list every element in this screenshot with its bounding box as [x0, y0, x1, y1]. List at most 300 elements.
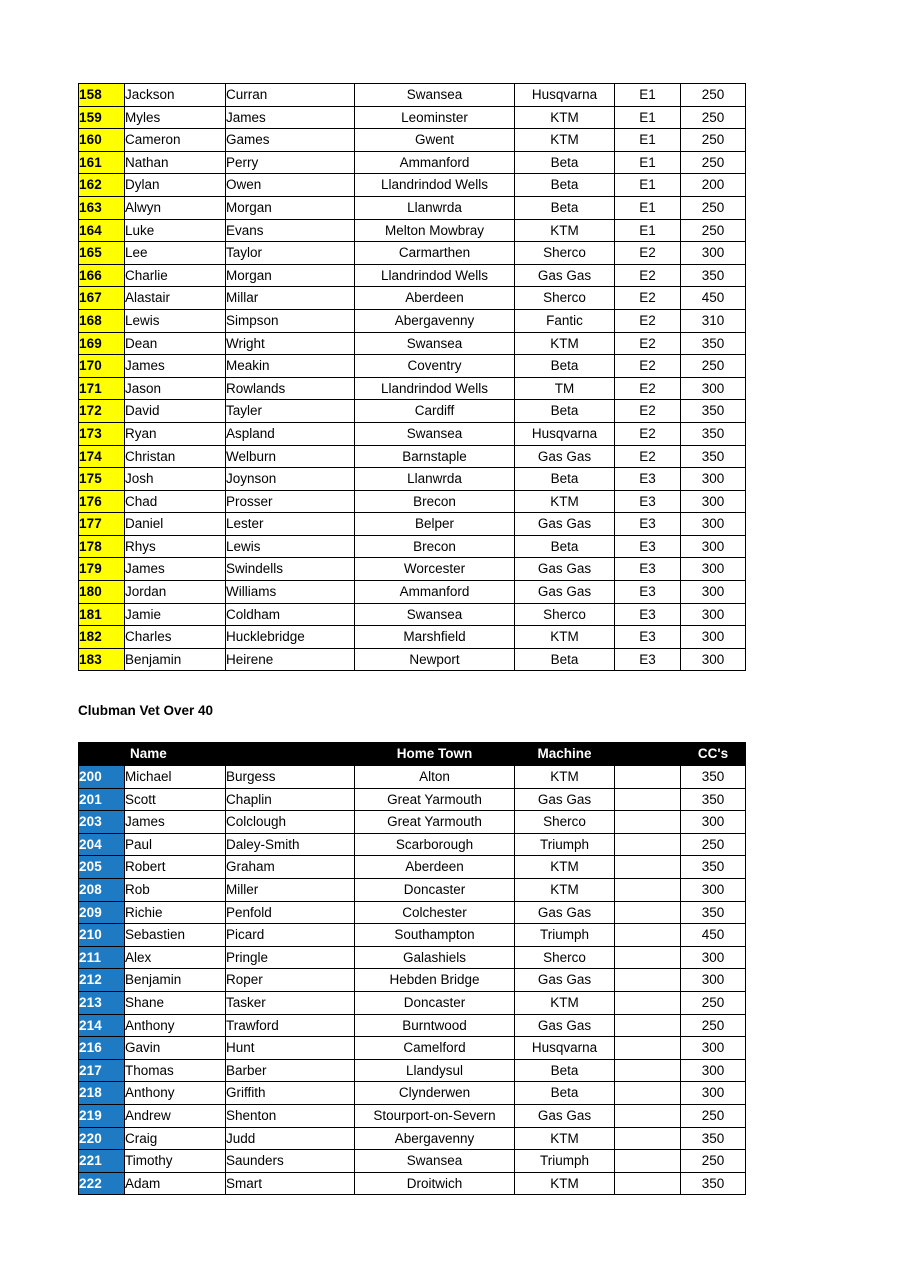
rider-surname-cell: Welburn: [226, 445, 355, 468]
rider-surname-cell: Picard: [226, 924, 355, 947]
rider-class-cell: E1: [615, 196, 681, 219]
rider-cc-cell: 450: [681, 924, 746, 947]
table-header-row: [79, 743, 746, 766]
table-row: [79, 355, 746, 378]
rider-home-town-cell: Cardiff: [355, 400, 515, 423]
table-row: [79, 833, 746, 856]
table-row: [79, 535, 746, 558]
rider-surname-cell: Colclough: [226, 811, 355, 834]
rider-class-cell: E3: [615, 490, 681, 513]
rider-machine-cell: Beta: [515, 1082, 615, 1105]
rider-home-town-cell: Doncaster: [355, 991, 515, 1014]
rider-machine-cell: Sherco: [515, 603, 615, 626]
rider-cc-cell: 250: [681, 1150, 746, 1173]
rider-machine-cell: Gas Gas: [515, 558, 615, 581]
rider-surname-cell: Evans: [226, 219, 355, 242]
rider-class-cell: E1: [615, 219, 681, 242]
table-row: [79, 151, 746, 174]
rider-home-town-cell: Leominster: [355, 106, 515, 129]
rider-home-town-cell: Clynderwen: [355, 1082, 515, 1105]
table-row: [79, 196, 746, 219]
rider-home-town-cell: Hebden Bridge: [355, 969, 515, 992]
table-row: [79, 422, 746, 445]
rider-home-town-cell: Abergavenny: [355, 1127, 515, 1150]
rider-class-cell: E2: [615, 377, 681, 400]
table-row: [79, 1104, 746, 1127]
table-row: [79, 648, 746, 671]
rider-machine-cell: Sherco: [515, 287, 615, 310]
rider-machine-cell: Triumph: [515, 833, 615, 856]
rider-surname-cell: Millar: [226, 287, 355, 310]
rider-home-town-cell: Scarborough: [355, 833, 515, 856]
table-row: [79, 1037, 746, 1060]
rider-first-name-cell: Dylan: [125, 174, 226, 197]
rider-cc-cell: 350: [681, 264, 746, 287]
rider-class-cell: E3: [615, 648, 681, 671]
rider-cc-cell: 300: [681, 513, 746, 536]
table-row: [79, 558, 746, 581]
rider-number-cell: 220: [79, 1127, 125, 1150]
table-row: [79, 264, 746, 287]
rider-cc-cell: 300: [681, 1082, 746, 1105]
rider-machine-cell: Beta: [515, 151, 615, 174]
table-row: [79, 969, 746, 992]
rider-first-name-cell: James: [125, 811, 226, 834]
table-row: [79, 106, 746, 129]
rider-number-cell: 221: [79, 1150, 125, 1173]
table-row: [79, 766, 746, 789]
rider-surname-cell: Penfold: [226, 901, 355, 924]
rider-cc-cell: 350: [681, 1127, 746, 1150]
rider-first-name-cell: Jordan: [125, 581, 226, 604]
rider-cc-cell: 300: [681, 581, 746, 604]
rider-class-cell: [615, 1172, 681, 1195]
rider-home-town-cell: Stourport-on-Severn: [355, 1104, 515, 1127]
rider-machine-cell: Fantic: [515, 309, 615, 332]
rider-number-cell: 170: [79, 355, 125, 378]
rider-first-name-cell: Charlie: [125, 264, 226, 287]
rider-home-town-cell: Aberdeen: [355, 287, 515, 310]
rider-number-cell: 159: [79, 106, 125, 129]
rider-cc-cell: 350: [681, 400, 746, 423]
rider-number-cell: 167: [79, 287, 125, 310]
rider-surname-cell: Williams: [226, 581, 355, 604]
rider-surname-cell: Daley-Smith: [226, 833, 355, 856]
rider-home-town-cell: Swansea: [355, 603, 515, 626]
rider-home-town-cell: Brecon: [355, 490, 515, 513]
rider-home-town-cell: Barnstaple: [355, 445, 515, 468]
rider-number-cell: 181: [79, 603, 125, 626]
header-surname-cell: [226, 743, 355, 766]
rider-number-cell: 166: [79, 264, 125, 287]
rider-number-cell: 182: [79, 626, 125, 649]
rider-first-name-cell: Chad: [125, 490, 226, 513]
rider-cc-cell: 250: [681, 833, 746, 856]
rider-machine-cell: Gas Gas: [515, 264, 615, 287]
rider-cc-cell: 300: [681, 603, 746, 626]
rider-cc-cell: 350: [681, 422, 746, 445]
table-row: [79, 84, 746, 107]
rider-surname-cell: Prosser: [226, 490, 355, 513]
rider-first-name-cell: Cameron: [125, 129, 226, 152]
rider-cc-cell: 300: [681, 878, 746, 901]
rider-first-name-cell: James: [125, 355, 226, 378]
rider-first-name-cell: Alwyn: [125, 196, 226, 219]
rider-machine-cell: Beta: [515, 174, 615, 197]
rider-cc-cell: 250: [681, 129, 746, 152]
rider-home-town-cell: Burntwood: [355, 1014, 515, 1037]
rider-surname-cell: Hucklebridge: [226, 626, 355, 649]
rider-number-cell: 174: [79, 445, 125, 468]
rider-first-name-cell: Christan: [125, 445, 226, 468]
rider-number-cell: 179: [79, 558, 125, 581]
table-body: [79, 84, 746, 671]
rider-surname-cell: Tayler: [226, 400, 355, 423]
rider-surname-cell: Aspland: [226, 422, 355, 445]
rider-machine-cell: Husqvarna: [515, 84, 615, 107]
rider-first-name-cell: Craig: [125, 1127, 226, 1150]
rider-first-name-cell: Shane: [125, 991, 226, 1014]
rider-surname-cell: Chaplin: [226, 788, 355, 811]
rider-surname-cell: Perry: [226, 151, 355, 174]
rider-machine-cell: Beta: [515, 648, 615, 671]
rider-number-cell: 172: [79, 400, 125, 423]
rider-class-cell: [615, 1082, 681, 1105]
rider-surname-cell: Taylor: [226, 242, 355, 265]
rider-first-name-cell: Rob: [125, 878, 226, 901]
rider-surname-cell: Rowlands: [226, 377, 355, 400]
rider-class-cell: E3: [615, 603, 681, 626]
rider-cc-cell: 300: [681, 811, 746, 834]
rider-first-name-cell: James: [125, 558, 226, 581]
rider-home-town-cell: Doncaster: [355, 878, 515, 901]
table-row: [79, 1014, 746, 1037]
rider-number-cell: 158: [79, 84, 125, 107]
rider-surname-cell: Lester: [226, 513, 355, 536]
rider-number-cell: 200: [79, 766, 125, 789]
header-class-cell: [615, 743, 681, 766]
rider-surname-cell: Pringle: [226, 946, 355, 969]
table-row: [79, 1082, 746, 1105]
rider-machine-cell: KTM: [515, 1127, 615, 1150]
rider-class-cell: E3: [615, 558, 681, 581]
rider-machine-cell: Gas Gas: [515, 581, 615, 604]
rider-class-cell: [615, 1104, 681, 1127]
rider-machine-cell: KTM: [515, 856, 615, 879]
rider-surname-cell: James: [226, 106, 355, 129]
table-row: [79, 878, 746, 901]
rider-home-town-cell: Coventry: [355, 355, 515, 378]
rider-first-name-cell: Adam: [125, 1172, 226, 1195]
rider-cc-cell: 300: [681, 490, 746, 513]
table-row: [79, 924, 746, 947]
rider-first-name-cell: Jason: [125, 377, 226, 400]
rider-class-cell: E2: [615, 332, 681, 355]
rider-home-town-cell: Southampton: [355, 924, 515, 947]
table-row: [79, 332, 746, 355]
rider-number-cell: 175: [79, 468, 125, 491]
rider-machine-cell: Gas Gas: [515, 969, 615, 992]
rider-cc-cell: 300: [681, 626, 746, 649]
rider-surname-cell: Owen: [226, 174, 355, 197]
rider-first-name-cell: Myles: [125, 106, 226, 129]
rider-first-name-cell: Daniel: [125, 513, 226, 536]
header-name-cell: Name: [125, 743, 226, 766]
rider-class-cell: E1: [615, 129, 681, 152]
rider-home-town-cell: Gwent: [355, 129, 515, 152]
rider-machine-cell: KTM: [515, 219, 615, 242]
rider-surname-cell: Shenton: [226, 1104, 355, 1127]
rider-home-town-cell: Melton Mowbray: [355, 219, 515, 242]
rider-number-cell: 201: [79, 788, 125, 811]
rider-cc-cell: 300: [681, 468, 746, 491]
rider-number-cell: 177: [79, 513, 125, 536]
rider-class-cell: [615, 878, 681, 901]
rider-number-cell: 217: [79, 1059, 125, 1082]
table-row: [79, 468, 746, 491]
rider-number-cell: 203: [79, 811, 125, 834]
rider-class-cell: [615, 969, 681, 992]
rider-number-cell: 171: [79, 377, 125, 400]
rider-class-cell: [615, 788, 681, 811]
rider-machine-cell: KTM: [515, 766, 615, 789]
rider-cc-cell: 300: [681, 648, 746, 671]
rider-home-town-cell: Ammanford: [355, 151, 515, 174]
rider-home-town-cell: Llandrindod Wells: [355, 174, 515, 197]
rider-surname-cell: Smart: [226, 1172, 355, 1195]
rider-class-cell: E1: [615, 151, 681, 174]
rider-machine-cell: Gas Gas: [515, 1014, 615, 1037]
rider-surname-cell: Curran: [226, 84, 355, 107]
rider-surname-cell: Swindells: [226, 558, 355, 581]
rider-cc-cell: 250: [681, 151, 746, 174]
rider-cc-cell: 250: [681, 1014, 746, 1037]
table-row: [79, 400, 746, 423]
rider-surname-cell: Judd: [226, 1127, 355, 1150]
rider-number-cell: 173: [79, 422, 125, 445]
rider-first-name-cell: Alex: [125, 946, 226, 969]
rider-class-cell: E3: [615, 626, 681, 649]
rider-number-cell: 209: [79, 901, 125, 924]
rider-class-cell: [615, 924, 681, 947]
rider-number-cell: 216: [79, 1037, 125, 1060]
rider-machine-cell: KTM: [515, 991, 615, 1014]
table-row: [79, 1059, 746, 1082]
rider-first-name-cell: Charles: [125, 626, 226, 649]
table-row: [79, 1172, 746, 1195]
rider-surname-cell: Trawford: [226, 1014, 355, 1037]
header-machine-cell: Machine: [515, 743, 615, 766]
rider-class-cell: [615, 901, 681, 924]
table-row: [79, 287, 746, 310]
rider-cc-cell: 300: [681, 1037, 746, 1060]
rider-home-town-cell: Swansea: [355, 1150, 515, 1173]
table-row: [79, 445, 746, 468]
rider-cc-cell: 300: [681, 946, 746, 969]
rider-home-town-cell: Great Yarmouth: [355, 811, 515, 834]
rider-number-cell: 168: [79, 309, 125, 332]
rider-first-name-cell: Benjamin: [125, 648, 226, 671]
header-home-town-cell: Home Town: [355, 743, 515, 766]
rider-home-town-cell: Alton: [355, 766, 515, 789]
rider-first-name-cell: Rhys: [125, 535, 226, 558]
table-row: [79, 626, 746, 649]
rider-cc-cell: 250: [681, 219, 746, 242]
rider-machine-cell: KTM: [515, 490, 615, 513]
rider-surname-cell: Games: [226, 129, 355, 152]
rider-machine-cell: Beta: [515, 1059, 615, 1082]
header-cc-cell: CC's: [681, 743, 746, 766]
rider-surname-cell: Morgan: [226, 196, 355, 219]
rider-number-cell: 213: [79, 991, 125, 1014]
rider-surname-cell: Joynson: [226, 468, 355, 491]
rider-machine-cell: Husqvarna: [515, 1037, 615, 1060]
rider-cc-cell: 250: [681, 1104, 746, 1127]
rider-home-town-cell: Great Yarmouth: [355, 788, 515, 811]
rider-class-cell: E2: [615, 445, 681, 468]
rider-number-cell: 218: [79, 1082, 125, 1105]
rider-home-town-cell: Ammanford: [355, 581, 515, 604]
rider-home-town-cell: Camelford: [355, 1037, 515, 1060]
rider-home-town-cell: Galashiels: [355, 946, 515, 969]
table-row: [79, 856, 746, 879]
rider-surname-cell: Wright: [226, 332, 355, 355]
rider-class-cell: [615, 766, 681, 789]
rider-machine-cell: Husqvarna: [515, 422, 615, 445]
rider-machine-cell: Beta: [515, 196, 615, 219]
rider-surname-cell: Meakin: [226, 355, 355, 378]
rider-class-cell: E1: [615, 106, 681, 129]
rider-first-name-cell: Lee: [125, 242, 226, 265]
rider-home-town-cell: Brecon: [355, 535, 515, 558]
rider-number-cell: 161: [79, 151, 125, 174]
table-row: [79, 1150, 746, 1173]
rider-first-name-cell: Dean: [125, 332, 226, 355]
rider-number-cell: 210: [79, 924, 125, 947]
rider-surname-cell: Saunders: [226, 1150, 355, 1173]
rider-number-cell: 183: [79, 648, 125, 671]
table-row: [79, 174, 746, 197]
rider-machine-cell: Beta: [515, 355, 615, 378]
table-row: [79, 788, 746, 811]
rider-home-town-cell: Newport: [355, 648, 515, 671]
rider-first-name-cell: Paul: [125, 833, 226, 856]
rider-machine-cell: Beta: [515, 535, 615, 558]
rider-first-name-cell: Benjamin: [125, 969, 226, 992]
rider-home-town-cell: Marshfield: [355, 626, 515, 649]
rider-number-cell: 222: [79, 1172, 125, 1195]
rider-cc-cell: 250: [681, 355, 746, 378]
rider-first-name-cell: Michael: [125, 766, 226, 789]
rider-first-name-cell: Anthony: [125, 1014, 226, 1037]
rider-class-cell: E3: [615, 468, 681, 491]
table-row: [79, 129, 746, 152]
rider-first-name-cell: Josh: [125, 468, 226, 491]
rider-machine-cell: Beta: [515, 400, 615, 423]
rider-cc-cell: 350: [681, 788, 746, 811]
rider-machine-cell: Gas Gas: [515, 513, 615, 536]
table-row: [79, 377, 746, 400]
rider-number-cell: 205: [79, 856, 125, 879]
rider-machine-cell: Triumph: [515, 1150, 615, 1173]
rider-class-cell: E2: [615, 422, 681, 445]
rider-class-cell: [615, 833, 681, 856]
rider-first-name-cell: Richie: [125, 901, 226, 924]
rider-machine-cell: KTM: [515, 129, 615, 152]
rider-class-cell: E2: [615, 242, 681, 265]
rider-cc-cell: 200: [681, 174, 746, 197]
rider-number-cell: 162: [79, 174, 125, 197]
rider-surname-cell: Roper: [226, 969, 355, 992]
rider-cc-cell: 350: [681, 445, 746, 468]
rider-surname-cell: Heirene: [226, 648, 355, 671]
rider-first-name-cell: Jackson: [125, 84, 226, 107]
rider-class-cell: E2: [615, 355, 681, 378]
rider-first-name-cell: Sebastien: [125, 924, 226, 947]
rider-cc-cell: 350: [681, 766, 746, 789]
rider-machine-cell: Triumph: [515, 924, 615, 947]
rider-first-name-cell: Luke: [125, 219, 226, 242]
rider-cc-cell: 300: [681, 558, 746, 581]
rider-number-cell: 176: [79, 490, 125, 513]
rider-machine-cell: Gas Gas: [515, 788, 615, 811]
rider-home-town-cell: Droitwich: [355, 1172, 515, 1195]
rider-cc-cell: 350: [681, 856, 746, 879]
table-body: [79, 743, 746, 1195]
rider-home-town-cell: Worcester: [355, 558, 515, 581]
section-heading-clubman-vet-over-40: Clubman Vet Over 40: [78, 703, 214, 718]
rider-cc-cell: 350: [681, 1172, 746, 1195]
rider-surname-cell: Coldham: [226, 603, 355, 626]
rider-first-name-cell: Scott: [125, 788, 226, 811]
rider-class-cell: E2: [615, 400, 681, 423]
rider-class-cell: E2: [615, 287, 681, 310]
rider-machine-cell: Gas Gas: [515, 445, 615, 468]
rider-class-cell: [615, 1059, 681, 1082]
table-row: [79, 309, 746, 332]
table-row: [79, 811, 746, 834]
rider-class-cell: [615, 1150, 681, 1173]
rider-home-town-cell: Swansea: [355, 332, 515, 355]
rider-number-cell: 163: [79, 196, 125, 219]
rider-home-town-cell: Abergavenny: [355, 309, 515, 332]
rider-machine-cell: KTM: [515, 626, 615, 649]
rider-number-cell: 208: [79, 878, 125, 901]
rider-class-cell: E3: [615, 535, 681, 558]
rider-surname-cell: Hunt: [226, 1037, 355, 1060]
rider-surname-cell: Morgan: [226, 264, 355, 287]
rider-machine-cell: KTM: [515, 106, 615, 129]
rider-surname-cell: Miller: [226, 878, 355, 901]
rider-class-cell: [615, 811, 681, 834]
rider-class-cell: [615, 946, 681, 969]
rider-cc-cell: 350: [681, 901, 746, 924]
rider-home-town-cell: Belper: [355, 513, 515, 536]
rider-machine-cell: Gas Gas: [515, 901, 615, 924]
rider-class-cell: [615, 1014, 681, 1037]
rider-home-town-cell: Swansea: [355, 422, 515, 445]
rider-class-cell: E1: [615, 174, 681, 197]
rider-number-cell: 178: [79, 535, 125, 558]
rider-surname-cell: Barber: [226, 1059, 355, 1082]
rider-surname-cell: Graham: [226, 856, 355, 879]
rider-machine-cell: KTM: [515, 878, 615, 901]
rider-machine-cell: KTM: [515, 332, 615, 355]
rider-class-cell: [615, 1127, 681, 1150]
rider-first-name-cell: Nathan: [125, 151, 226, 174]
rider-cc-cell: 250: [681, 106, 746, 129]
rider-cc-cell: 300: [681, 242, 746, 265]
